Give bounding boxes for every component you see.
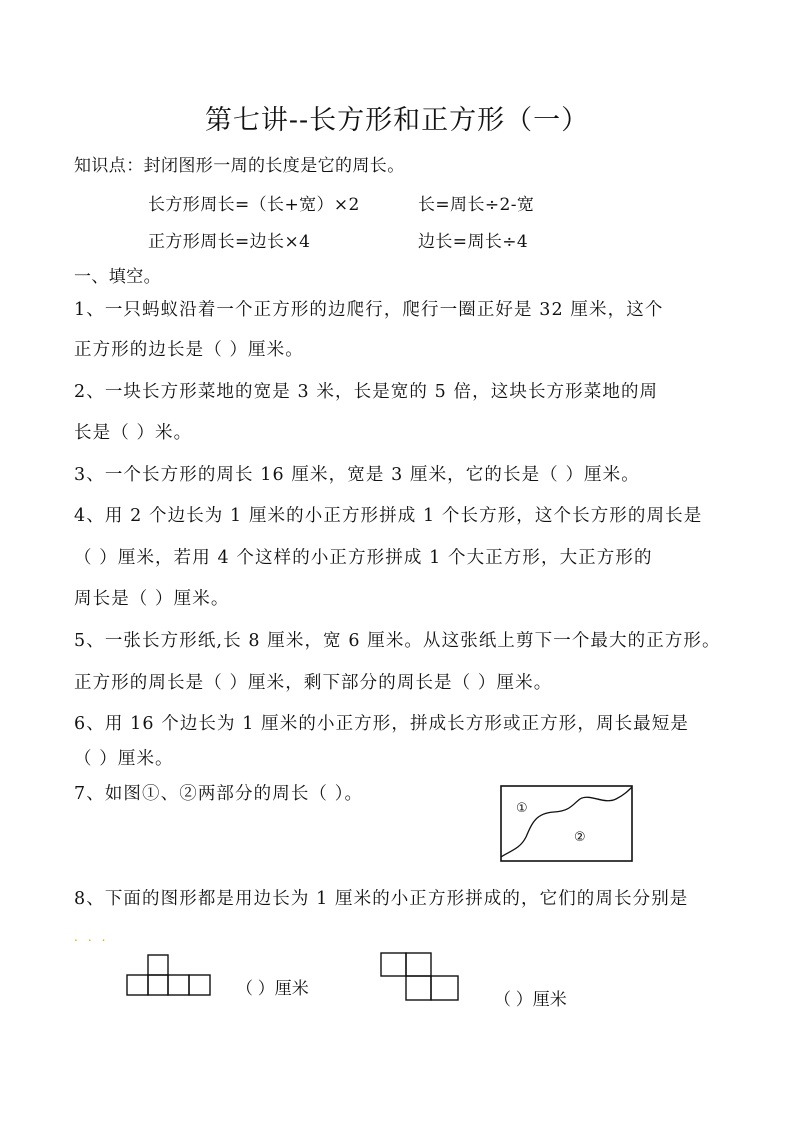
q8-shape1-cell [127,975,148,995]
q8-shape-2 [380,952,460,1002]
formula-rect-length: 长=周长÷2-宽 [418,195,535,215]
q1-line1: 1、一只蚂蚁沿着一个正方形的边爬行，爬行一圈正好是 32 厘米，这个 [74,300,664,320]
q7-figure-curve [501,787,632,857]
q8-dots: ... [74,930,116,944]
q7-label-1: ① [516,801,528,816]
q8-shape1-cell [148,955,168,975]
q8-shape1-cell [189,975,210,995]
q7-figure-frame [501,786,632,861]
q5-line1: 5、一张长方形纸,长 8 厘米，宽 6 厘米。从这张纸上剪下一个最大的正方形。 [74,631,721,651]
q8-shape1-cell [148,975,168,995]
q4-line1: 4、用 2 个边长为 1 厘米的小正方形拼成 1 个长方形，这个长方形的周长是 [74,506,703,526]
formula-square-perimeter: 正方形周长=边长×4 [148,232,311,252]
q7-line1: 7、如图①、②两部分的周长（ ）。 [74,784,364,804]
q6-line2: （ ）厘米。 [74,749,174,769]
q6-line1: 6、用 16 个边长为 1 厘米的小正方形，拼成长方形或正方形，周长最短是 [74,714,689,734]
q8-shape1-cell [168,975,189,995]
q8-line1: 8、下面的图形都是用边长为 1 厘米的小正方形拼成的，它们的周长分别是 [74,889,689,909]
formula-square-side: 边长=周长÷4 [418,232,529,252]
page-title: 第七讲--长方形和正方形（一） [204,105,590,136]
formula-rect-perimeter: 长方形周长=（长+宽）×2 [148,195,360,215]
q3-line1: 3、一个长方形的周长 16 厘米，宽是 3 厘米，它的长是（ ）厘米。 [74,465,640,485]
q8-shape2-cell [431,976,458,1000]
q4-line3: 周长是（ ）厘米。 [74,589,230,609]
q2-line2: 长是（ ）米。 [74,423,193,443]
q8-shape2-cell [381,953,406,976]
q1-line2: 正方形的边长是（ ）厘米。 [74,340,304,360]
section1-heading: 一、填空。 [74,267,161,287]
q5-line2: 正方形的周长是（ ）厘米，剩下部分的周长是（ ）厘米。 [74,673,553,693]
q8-shape2-answer: （ ）厘米 [494,990,567,1009]
q8-shape2-cell [406,953,431,976]
q7-figure [500,785,634,863]
q8-shape2-cell [406,976,431,1000]
q2-line1: 2、一块长方形菜地的宽是 3 米，长是宽的 5 倍，这块长方形菜地的周 [74,382,659,402]
q8-shape1-answer: （ ）厘米 [236,979,309,998]
q8-shape-1 [126,954,212,996]
knowledge-intro: 知识点：封闭图形一周的长度是它的周长。 [74,156,405,176]
q7-label-2: ② [574,830,586,845]
q4-line2: （ ）厘米，若用 4 个这样的小正方形拼成 1 个大正方形，大正方形的 [74,548,653,568]
